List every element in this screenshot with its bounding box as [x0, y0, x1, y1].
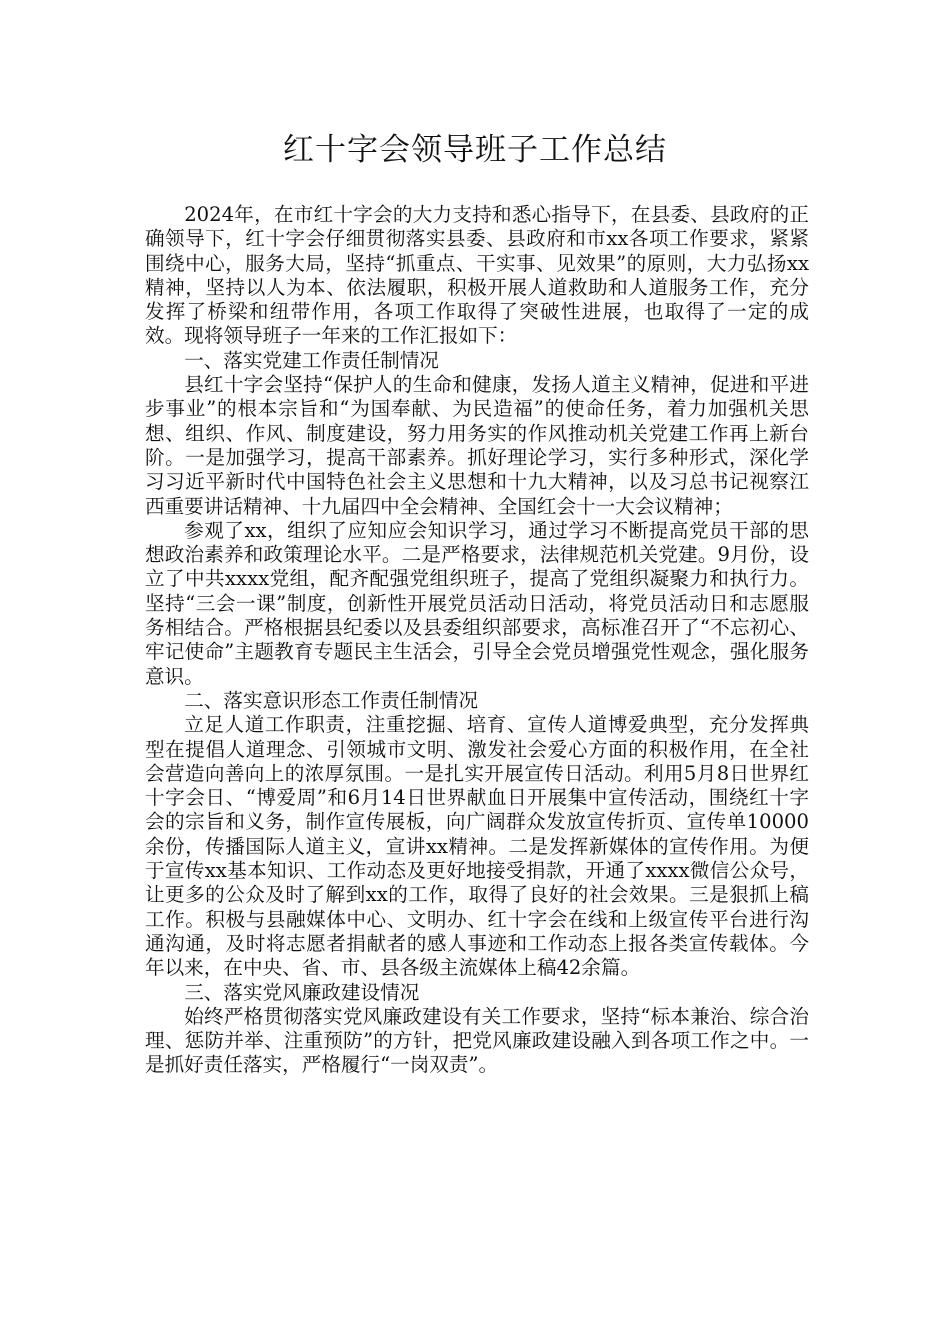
document-title: 红十字会领导班子工作总结: [283, 132, 667, 168]
paragraph-intro: 2024年，在市红十字会的大力支持和悉心指导下，在县委、县政府的正确领导下，红十字会仔细贯彻落实县委、县政府和市xx各项工作要求，紧紧围绕中心，服务大局，坚持“抓重点、干实事、见效果”的原则，大力弘扬xx精神，坚持以人为本、依法履职，积极开展人道救助和人道服务工作，充分发挥了桥梁和纽带作用，各项工作取得了突破性进展，也取得了一定的成效。现将领导班子一年来的工作汇报如下：: [145, 203, 809, 348]
paragraph-integrity: 始终严格贯彻落实党风廉政建设有关工作要求，坚持“标本兼治、综合治理、惩防并举、注重预防”的方针，把党风廉政建设融入到各项工作之中。一是抓好责任落实，严格履行“一岗双责”。: [145, 1004, 809, 1077]
section-heading-3: 三、落实党风廉政建设情况: [184, 980, 420, 1004]
paragraph-party-building: 县红十字会坚持“保护人的生命和健康，发扬人道主义精神，促进和平进步事业”的根本宗旨和“为国奉献、为民造福”的使命任务，着力加强机关思想、组织、作风、制度建设，努力用务实的作风推动机关党建工作再上新台阶。一是加强学习，提高干部素养。抓好理论学习，实行多种形式，深化学习习近平新时代中国特色社会主义思想和十九大精神，以及习总书记视察江西重要讲话精神、十九届四中全会精神、全国红会十一大会议精神；: [145, 373, 809, 518]
section-heading-2: 二、落实意识形态工作责任制情况: [184, 688, 479, 712]
paragraph-party-building-cont: 参观了xx，组织了应知应会知识学习，通过学习不断提高党员干部的思想政治素养和政策理论水平。二是严格要求，法律规范机关党建。9月份，设立了中共xxxx党组，配齐配强党组织班子，提高了党组织凝聚力和执行力。坚持“三会一课”制度，创新性开展党员活动日活动，将党员活动日和志愿服务相结合。严格根据县纪委以及县委组织部要求，高标准召开了“不忘初心、牢记使命”主题教育专题民主生活会，引导全会党员增强党性观念，强化服务意识。: [145, 518, 809, 688]
section-heading-1: 一、落实党建工作责任制情况: [184, 348, 439, 372]
document-body: [145, 203, 809, 1078]
paragraph-ideology: 立足人道工作职责，注重挖掘、培育、宣传人道博爱典型，充分发挥典型在提倡人道理念、引领城市文明、激发社会爱心方面的积极作用，在全社会营造向善向上的浓厚氛围。一是扎实开展宣传日活动。利用5月8日世界红十字会日、“博爱周”和6月14日世界献血日开展集中宣传活动，围绕红十字会的宗旨和义务，制作宣传展板，向广阔群众发放宣传折页、宣传单10000余份，传播国际人道主义，宣讲xx精神。二是发挥新媒体的宣传作用。为便于宣传xx基本知识、工作动态及更好地接受捐款，开通了xxxx微信公众号，让更多的公众及时了解到xx的工作，取得了良好的社会效果。三是狠抓上稿工作。积极与县融媒体中心、文明办、红十字会在线和上级宣传平台进行沟通沟通，及时将志愿者捐献者的感人事迹和工作动态上报各类宣传载体。今年以来，在中央、省、市、县各级主流媒体上稿42余篇。: [145, 713, 809, 980]
